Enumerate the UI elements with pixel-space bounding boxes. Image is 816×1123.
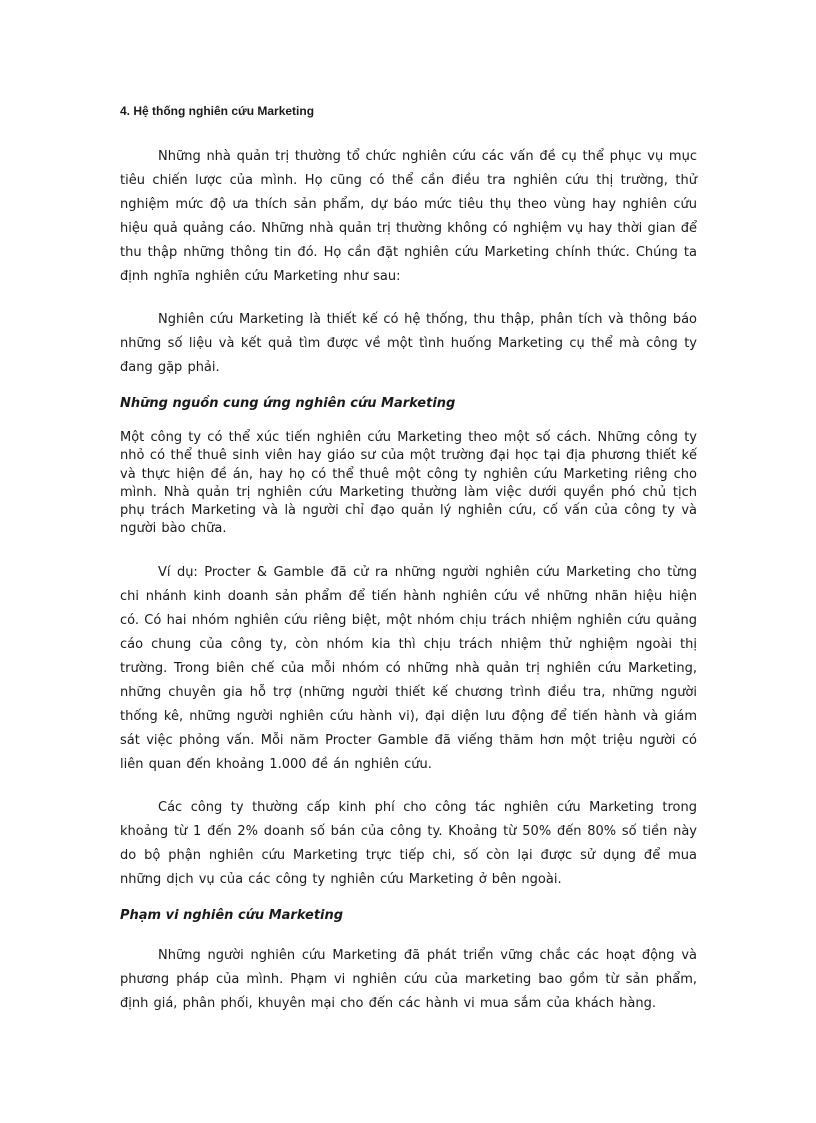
section-title: 4. Hệ thống nghiên cứu Marketing bbox=[120, 104, 315, 118]
paragraph-intro: Những nhà quản trị thường tổ chức nghiên cứu các vấn đề cụ thể phục vụ mục tiêu chiến lược của mình. Họ cũng có thể cần điều tra nghiên cứu thị trường, thử nghiệm mức độ ưa thích sản phẩm, dự báo mức tiêu thụ theo vùng hay nghiên cứu hiệu quả quảng cáo. Những nhà quản trị thường không có nghiệm vụ hay thời gian để thu thập những thông tin đó. Họ cần đặt nghiên cứu Marketing chính thức. Chúng ta định nghĩa nghiên cứu Marketing như sau: bbox=[120, 149, 697, 284]
paragraph-definition: Nghiên cứu Marketing là thiết kế có hệ thống, thu thập, phân tích và thông báo những số liệu và kết quả tìm được về một tình huống Marketing cụ thể mà công ty đang gặp phải. bbox=[120, 312, 697, 375]
paragraph-example: Ví dụ: Procter & Gamble đã cử ra những người nghiên cứu Marketing cho từng chi nhánh kinh doanh sản phẩm để tiến hành nghiên cứu về những nhãn hiệu hiện có. Có hai nhóm nghiên cứu riêng biệt, một nhóm chịu trách nhiệm nghiên cứu quảng cáo chung của công ty, còn nhóm kia thì chịu trách nhiệm thử nghiệm ngoài thị trường. Trong biên chế của mỗi nhóm có những nhà quản trị nghiên cứu Marketing, những chuyên gia hỗ trợ (những người thiết kế chương trình điều tra, những người thống kê, những người nghiên cứu hành vi), đại diện lưu động để tiến hành và giám sát việc phỏng vấn. Mỗi năm Procter Gamble đã viếng thăm hơn một triệu người có liên quan đến khoảng 1.000 đề án nghiên cứu. bbox=[120, 565, 697, 772]
subheading-scope: Phạm vi nghiên cứu Marketing bbox=[120, 908, 344, 923]
paragraph-sources: Một công ty có thể xúc tiến nghiên cứu Marketing theo một số cách. Những công ty nhỏ có thể thuê sinh viên hay giáo sư của một trường đại học tại địa phương thiết kế và thực hiện đề án, hay họ có thể thuê một công ty nghiên cứu Marketing riêng cho mình. Nhà quản trị nghiên cứu Marketing thường làm việc dưới quyền phó chủ tịch phụ trách Marketing và là người chỉ đạo quản lý nghiên cứu, cố vấn của công ty và người bào chữa. bbox=[120, 430, 697, 537]
subheading-sources: Những nguồn cung ứng nghiên cứu Marketing bbox=[120, 396, 456, 411]
paragraph-budget: Các công ty thường cấp kinh phí cho công tác nghiên cứu Marketing trong khoảng từ 1 đến 2% doanh số bán của công ty. Khoảng từ 50% đến 80% số tiền này do bộ phận nghiên cứu Marketing trực tiếp chi, số còn lại được sử dụng để mua những dịch vụ của các công ty nghiên cứu Marketing ở bên ngoài. bbox=[120, 800, 697, 887]
paragraph-scope: Những người nghiên cứu Marketing đã phát triển vững chắc các hoạt động và phương pháp của mình. Phạm vi nghiên cứu của marketing bao gồm từ sản phẩm, định giá, phân phối, khuyên mại cho đến các hành vi mua sắm của khách hàng. bbox=[120, 948, 697, 1011]
